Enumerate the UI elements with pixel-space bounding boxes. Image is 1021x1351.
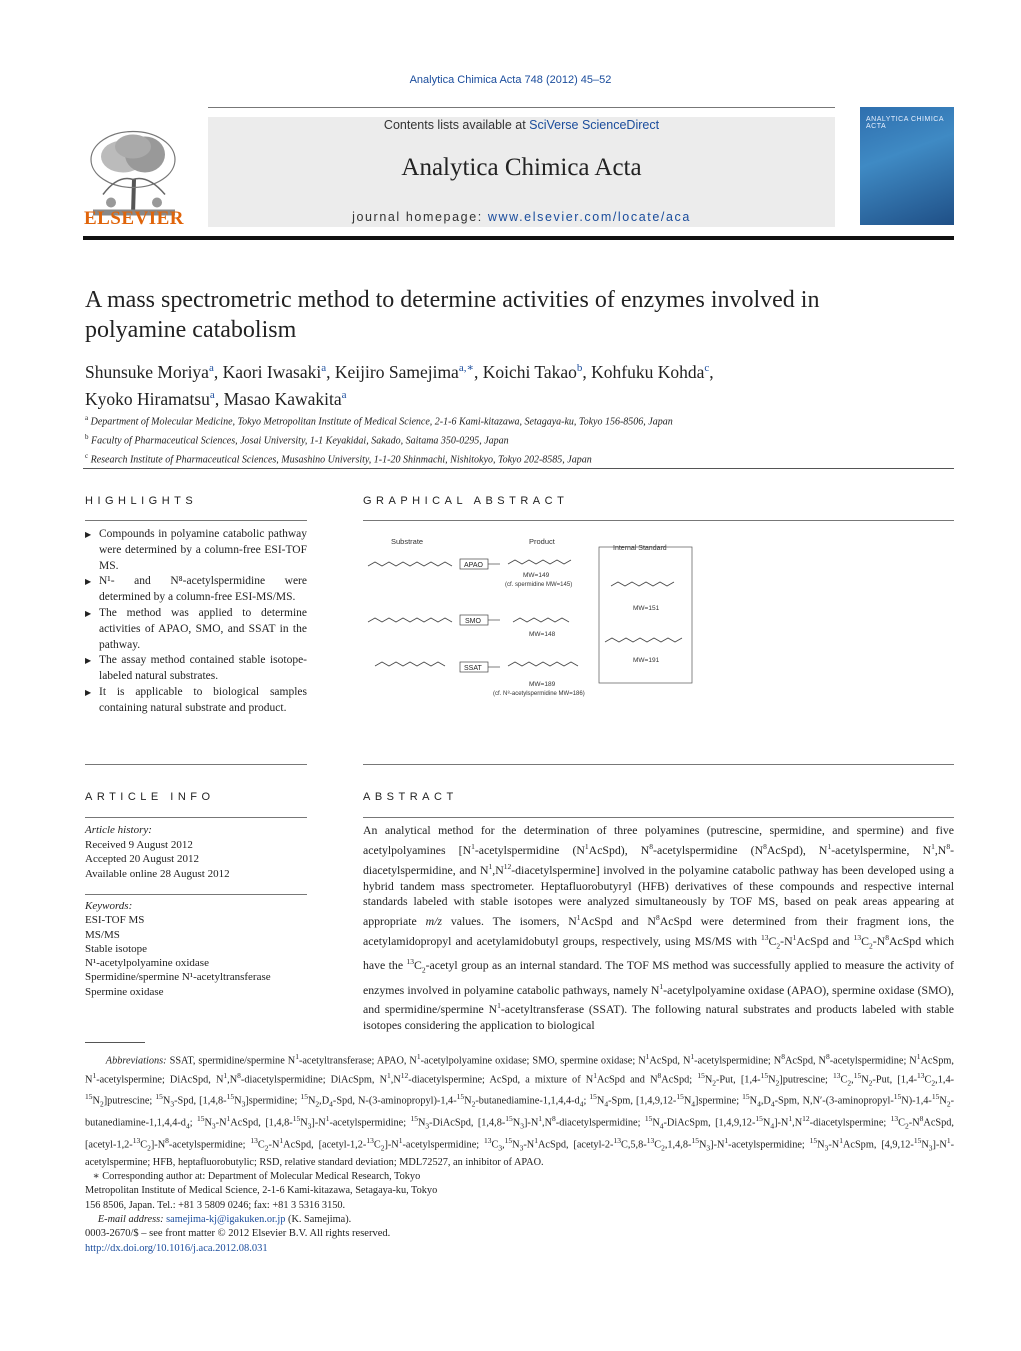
product-label: Product [529,537,555,546]
title-rule [83,468,954,469]
abstract-rule [363,817,954,818]
keyword: Spermidine/spermine N¹-acetyltransferase [85,971,271,984]
highlights-list [85,527,307,717]
sciencedirect-link[interactable]: SciVerse ScienceDirect [529,118,660,132]
enzyme-label: SSAT [464,665,482,672]
graphical-abstract-rule [363,520,954,521]
abstract-text: An analytical method for the determination of three polyamines (putrescine, spermidine, and spermine) and five acetylpolyamines [$N^1$-acetylspermidine $(N^1AcSpd)$, $N^8$-acetylspermidine $(N^8AcSpd)$, $N^1$-acetylspermine, $N^1,N^8$-diacetylspermidine, and $N^1,N^{12}-diacetylspermine$] involved in the polyamine catabolic pathway has been developed using a hybrid tandem mass spectrometer. Heptafluorobutyryl (HFB) derivatives of these compounds and respective internal standards labeled with stable isotopes were analyzed simultaneously by TOF MS, based on peak areas appearing at appropriate m/z values. The isomers, $N^1AcSpd$ and $N^8AcSpd$ were determined from their fragment ions, the acetylamidopropyl and acetylamidobutyl groups, respectively, using MS/MS with $^{13}C_2-N^1AcSpd$ and $^{13}C_2-N^8AcSpd$ which have the $^{13}C_2$-acetyl group as an internal standard. The TOF MS method was successfully applied to measure the activity of enzymes involved in polyamine catabolic pathways, namely $N^1$-acetylpolyamine oxidase (APAO), spermine oxidase (SMO), and spermidine/spermine $N^1$-acetyltransferase (SSAT). The following natural substrates and products labeled with stable isotopes considering the application to biological [363,823,955,1033]
svg-text:MW=149: MW=149 [523,572,550,579]
contents-line: Contents lists available at SciVerse ScienceDirect [383,118,660,132]
corresponding-author-footnote: ∗ Corresponding author at: Department of Molecular Medical Research, Tokyo [92,1171,421,1183]
highlight-item: ▶ It is applicable to biological samples containing natural substrate and product. [85,685,307,717]
highlight-item: ▶ N¹- and N⁸-acetylspermidine were determined by a column-free ESI-MS/MS. [85,574,307,606]
keyword: ESI-TOF MS [85,914,145,927]
keyword: N¹-acetylpolyamine oxidase [85,957,209,970]
header-thick-rule [83,236,954,240]
journal-homepage: journal homepage: www.elsevier.com/locate/aca [352,210,691,224]
abstract-heading: ABSTRACT [363,791,458,803]
keyword: Stable isotope [85,942,148,955]
abbreviations-footnote: Abbreviations: SSAT, spermidine/spermine $N^1$-acetyltransferase; APAO, $N^1$-acetylpolyamine oxidase; SMO, spermine oxidase; $N^1AcSpd$, $N^1$-acetylspermidine; $N^8AcSpd$, $N^8$-acetylspermidine; $N^1AcSpm$, $N^1$-acetylspermine; DiAcSpd, $N^1,N^8$-diacetylspermidine; DiAcSpm, $N^1,N^{12}$-diacetylspermine; AcSpd, a mixture of $N^1AcSpd$ and $N^8AcSpd$; $^{15}N_2$-Put, $[1,4-^{15}N_2]putrescine$; $^{13}C_2,^{15}N_2$-Put, $[1,4-^{13}C_2,1,4-^{15}N_2]putrescine$; $^{15}N_3$-Spd, $[1,4,8-^{15}N_3]spermidine$; $^{15}N_2,D_4$-Spd, $N-(3-aminopropyl)-1,4-^{15}N_2-butanediamine-1,1,4,4-d_4$; $^{15}N_4$-Spm, $[1,4,9,12-^{15}N_4]spermine$; $^{15}N_4,D_4$-Spm, $N,N'-(3-aminopropyl-^{15}N)-1,4-^{15}N_2-butanediamine-1,1,4,4-d_4$; $^{15}N_3-N^1AcSpd$, $[1,4,8-^{15}N_3]-N^1$-acetylspermidine; $^{15}N_3$-DiAcSpd, $[1,4,8-^{15}N_3]-N^1,N^8$-diacetylspermidine; $^{15}N_4$-DiAcSpm, $[1,4,9,12-^{15}N_4]-N^1,N^{12}$-diacetylspermine; $^{13}C_2-N^8AcSpd$, $[acetyl-1,2-^{13}C_2]-N^8$-acetylspermidine; $^{13}C_2-N^1AcSpd$, $[acetyl-1,2-^{13}C_2]-N^1$-acetylspermidine; $^{13}C_3,^{15}N_3-N^1AcSpd$, $[acetyl-2-^{13}C,5,8-^{13}C_2,1,4,8-^{15}N_3]-N^1$-acetylspermidine; $^{15}N_3-N^1AcSpm$, $[4,9,12-^{15}N_3]-N^1$-acetylspermine; HFB, heptafluorobutylic; RSD, relative standard deviation; MDL72527, an inhibitor of APAO. [85,1052,955,1168]
graphical-abstract-figure [363,530,703,705]
highlights-rule [85,520,307,521]
author-name[interactable]: Keijiro Samejima [334,361,459,382]
graphical-abstract-heading: GRAPHICAL ABSTRACT [363,495,569,507]
author-list: Shunsuke Moriya$^a$, Kaori Iwasaki$^a$, Keijiro Samejima$^{a,∗}$, Koichi Takao$^b$, Kohfuku Kohda$^c$, Kyoko Hiramatsu$^a$, Masao Kawakita$^a$ [85,361,714,409]
internal-standard-label: Internal Standard [613,545,667,552]
keywords-rule [85,894,307,895]
enzyme-label: SMO [465,618,481,625]
author-name[interactable]: Kyoko Hiramatsu [85,388,210,409]
email-link[interactable]: samejima-kj@igakuken.or.jp [166,1213,286,1225]
cover-title: ANALYTICA CHIMICA ACTA [866,116,944,130]
footnotes: Abbreviations: SSAT, spermidine/spermine $N^1$-acetyltransferase; APAO, $N^1$-acetylpolyamine oxidase; SMO, spermine oxidase; $N^1AcSpd$, $N^1$-acetylspermidine; $N^8AcSpd$, $N^8$-acetylspermidine; $N^1AcSpm$, $N^1$-acetylspermine; DiAcSpd, $N^1,N^8$-diacetylspermidine; DiAcSpm, $N^1,N^{12}$-diacetylspermine; AcSpd, a mixture of $N^1AcSpd$ and $N^8AcSpd$; $^{15}N_2$-Put, $[1,4-^{15}N_2]putrescine$; $^{13}C_2,^{15}N_2$-Put, $[1,4-^{13}C_2,1,4-^{15}N_2]putrescine$; $^{15}N_3$-Spd, $[1,4,8-^{15}N_3]spermidine$; $^{15}N_2,D_4$-Spd, $N-(3-aminopropyl)-1,4-^{15}N_2-butanediamine-1,1,4,4-d_4$; $^{15}N_4$-Spm, $[1,4,9,12-^{15}N_4]spermine$; $^{15}N_4,D_4$-Spm, $N,N'-(3-aminopropyl-^{15}N)-1,4-^{15}N_2-butanediamine-1,1,4,4-d_4$; $^{15}N_3-N^1AcSpd$, $[1,4,8-^{15}N_3]-N^1$-acetylspermidine; $^{15}N_3$-DiAcSpd, $[1,4,8-^{15}N_3]-N^1,N^8$-diacetylspermidine; $^{15}N_4$-DiAcSpm, $[1,4,9,12-^{15}N_4]-N^1,N^{12}$-diacetylspermine; $^{13}C_2-N^8AcSpd$, $[acetyl-1,2-^{13}C_2]-N^8$-acetylspermidine; $^{13}C_2-N^1AcSpd$, $[acetyl-1,2-^{13}C_2]-N^1$-acetylspermidine; $^{13}C_3,^{15}N_3-N^1AcSpd$, $[acetyl-2-^{13}C,5,8-^{13}C_2,1,4,8-^{15}N_3]-N^1$-acetylspermidine; $^{15}N_3-N^1AcSpm$, $[4,9,12-^{15}N_3]-N^1$-acetylspermine; HFB, heptafluorobutylic; RSD, relative standard deviation; MDL72527, an inhibitor of APAO. ∗ Corresponding author at: Department of Molecular Medical Research, Tokyo Metropolitan Institute of Medical Science, 2-1-6 Kami-kitazawa, Setagaya-ku, Tokyo 156 8506, Japan. Tel.: +81 3 5809 0246; fax: +81 3 5316 3150. E-mail address: samejima-kj@igakuken.or.jp (K. Samejima). [85,1052,955,1225]
highlight-item: ▶ Compounds in polyamine catabolic pathway were determined by a column-free ESI-TOF MS. [85,527,307,574]
article-title: A mass spectrometric method to determine activities of enzymes involved in polyamine catabolism [85,287,820,343]
copyright: 0003-2670/$ – see front matter © 2012 Elsevier B.V. All rights reserved. http://dx.doi.org/10.1016/j.aca.2012.08.031 [85,1227,685,1256]
article-info-rule [85,817,307,818]
keyword: Spermine oxidase [85,985,164,998]
article-info-heading: ARTICLE INFO [85,791,215,803]
substrate-label: Substrate [391,537,424,546]
svg-text:MW=189: MW=189 [529,681,556,688]
svg-text:MW=148: MW=148 [529,631,556,638]
svg-text:MW=191: MW=191 [633,657,660,664]
highlight-item: ▶ The method was applied to determine activities of APAO, SMO, and SSAT in the pathway. [85,606,307,653]
journal-citation[interactable]: Analytica Chimica Acta 748 (2012) 45–52 [409,74,612,86]
homepage-link[interactable]: www.elsevier.com/locate/aca [487,210,691,224]
highlights-bottom-rule [85,764,307,765]
footnote-rule [85,1042,145,1043]
article-history: Article history: Received 9 August 2012 Accepted 20 August 2012 Available online 28 August 2012 [85,824,230,880]
highlight-item: ▶ The assay method contained stable isotope-labeled natural substrates. [85,653,307,685]
author-name[interactable]: Shunsuke Moriya [85,361,209,382]
author-name[interactable]: Masao Kawakita [223,388,342,409]
author-name[interactable]: Kaori Iwasaki [222,361,322,382]
author-name[interactable]: Koichi Takao [482,361,577,382]
affiliations: $^a$ Department of Molecular Medicine, Tokyo Metropolitan Institute of Medical Science, 2-1-6 Kami-kitazawa, Setagaya-ku, Tokyo 156-8506, Japan $^b$ Faculty of Pharmaceutical Sciences, Josai University, 1-1 Keyakidai, Sakado, Saitama 350-0295, Japan $^c$ Research Institute of Pharmaceutical Sciences, Musashino University, 1-1-20 Shinmachi, Nishitokyo, Tokyo 202-8585, Japan [85,414,673,465]
graphical-abstract-bottom-rule [363,764,954,765]
svg-text:(cf. spermidine MW=145): (cf. spermidine MW=145) [505,582,573,588]
highlights-heading: HIGHLIGHTS [85,495,198,507]
enzyme-label: APAO [464,562,483,569]
keyword: MS/MS [85,928,120,941]
svg-text:(cf. N⁸-acetylspermidine MW=18: (cf. N⁸-acetylspermidine MW=186) [493,691,585,697]
author-name[interactable]: Kohfuku Kohda [591,361,705,382]
elsevier-wordmark: ELSEVIER [83,208,185,229]
keywords: Keywords: ESI-TOF MS MS/MS Stable isotope N¹-acetylpolyamine oxidase Spermidine/spermine N¹-acetyltransferase Spermine oxidase [85,899,307,999]
svg-text:MW=151: MW=151 [633,605,660,612]
doi-link[interactable]: http://dx.doi.org/10.1016/j.aca.2012.08.031 [85,1242,268,1254]
header-rule [208,107,835,108]
journal-name: Analytica Chimica Acta [401,154,642,181]
